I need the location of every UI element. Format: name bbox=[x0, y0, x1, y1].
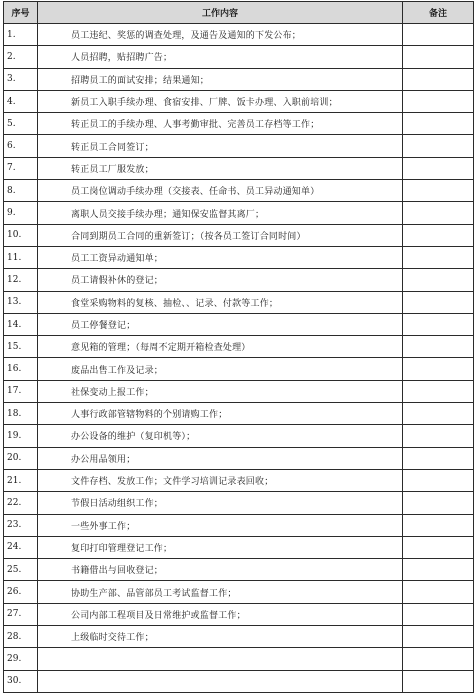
row-note bbox=[403, 135, 474, 157]
row-number: 5. bbox=[4, 113, 38, 135]
row-content: 人事行政部管辖物料的个别请购工作； bbox=[38, 403, 403, 425]
row-content: 废品出售工作及记录； bbox=[38, 358, 403, 380]
table-row bbox=[4, 291, 474, 313]
row-number: 10. bbox=[4, 224, 38, 246]
row-content: 上级临时交待工作； bbox=[38, 626, 403, 648]
row-note bbox=[403, 358, 474, 380]
table-header-row bbox=[4, 2, 474, 24]
row-number: 27. bbox=[4, 603, 38, 625]
row-note bbox=[403, 24, 474, 46]
table-row bbox=[4, 425, 474, 447]
table-row bbox=[4, 358, 474, 380]
header-number: 序号 bbox=[4, 2, 38, 24]
row-number: 13. bbox=[4, 291, 38, 313]
row-content: 员工违纪、奖惩的调查处理，及通告及通知的下发公布； bbox=[38, 24, 403, 46]
table-body bbox=[4, 24, 474, 693]
table-row bbox=[4, 180, 474, 202]
row-number: 28. bbox=[4, 626, 38, 648]
table-row bbox=[4, 157, 474, 179]
row-content: 人员招聘，贴招聘广告； bbox=[38, 46, 403, 68]
row-note bbox=[403, 581, 474, 603]
row-number: 18. bbox=[4, 403, 38, 425]
row-number: 4. bbox=[4, 90, 38, 112]
table-row bbox=[4, 380, 474, 402]
row-note bbox=[403, 269, 474, 291]
row-number: 19. bbox=[4, 425, 38, 447]
row-number: 15. bbox=[4, 336, 38, 358]
row-content: 社保变动上报工作； bbox=[38, 380, 403, 402]
table-row bbox=[4, 24, 474, 46]
row-number: 23. bbox=[4, 514, 38, 536]
table-row bbox=[4, 670, 474, 692]
header-content: 工作内容 bbox=[38, 2, 403, 24]
row-number: 30. bbox=[4, 670, 38, 692]
row-number: 3. bbox=[4, 68, 38, 90]
row-note bbox=[403, 113, 474, 135]
row-number: 9. bbox=[4, 202, 38, 224]
row-content: 招聘员工的面试安排；结果通知； bbox=[38, 68, 403, 90]
row-number: 1. bbox=[4, 24, 38, 46]
row-content: 书籍借出与回收登记； bbox=[38, 559, 403, 581]
table-row bbox=[4, 269, 474, 291]
row-content: 食堂采购物料的复核、抽检、、记录、付款等工作； bbox=[38, 291, 403, 313]
table-row bbox=[4, 313, 474, 335]
table-row bbox=[4, 46, 474, 68]
table-row bbox=[4, 603, 474, 625]
row-note bbox=[403, 46, 474, 68]
row-number: 22. bbox=[4, 492, 38, 514]
row-number: 7. bbox=[4, 157, 38, 179]
row-content: 员工工资异动通知单； bbox=[38, 246, 403, 268]
row-note bbox=[403, 514, 474, 536]
duty-table bbox=[3, 1, 474, 693]
table-row bbox=[4, 135, 474, 157]
row-content: 办公设备的维护（复印机等）； bbox=[38, 425, 403, 447]
row-number: 11. bbox=[4, 246, 38, 268]
row-number: 25. bbox=[4, 559, 38, 581]
row-number: 26. bbox=[4, 581, 38, 603]
row-number: 16. bbox=[4, 358, 38, 380]
row-content: 员工岗位调动手续办理（交接表、任命书、员工异动通知单） bbox=[38, 180, 403, 202]
row-note bbox=[403, 425, 474, 447]
table-row bbox=[4, 447, 474, 469]
row-note bbox=[403, 536, 474, 558]
row-note bbox=[403, 670, 474, 692]
row-content: 文件存档、发放工作；文件学习培训记录表回收； bbox=[38, 469, 403, 491]
row-content: 合同到期员工合同的重新签订；（按各员工签订合同时间） bbox=[38, 224, 403, 246]
row-note bbox=[403, 336, 474, 358]
row-content: 办公用品领用； bbox=[38, 447, 403, 469]
row-content: 协助生产部、品管部员工考试监督工作； bbox=[38, 581, 403, 603]
table-row bbox=[4, 559, 474, 581]
row-content: 转正员工厂服发放； bbox=[38, 157, 403, 179]
row-content: 转正员工的手续办理、人事考勤审批、完善员工存档等工作； bbox=[38, 113, 403, 135]
row-note bbox=[403, 246, 474, 268]
row-note bbox=[403, 648, 474, 670]
row-content: 节假日活动组织工作； bbox=[38, 492, 403, 514]
row-note bbox=[403, 157, 474, 179]
row-number: 24. bbox=[4, 536, 38, 558]
row-note bbox=[403, 603, 474, 625]
row-note bbox=[403, 403, 474, 425]
row-number: 14. bbox=[4, 313, 38, 335]
header-note: 备注 bbox=[403, 2, 474, 24]
table-row bbox=[4, 403, 474, 425]
row-note bbox=[403, 68, 474, 90]
row-note bbox=[403, 313, 474, 335]
row-content: 员工请假补休的登记； bbox=[38, 269, 403, 291]
row-number: 2. bbox=[4, 46, 38, 68]
table-row bbox=[4, 113, 474, 135]
row-number: 17. bbox=[4, 380, 38, 402]
table-row bbox=[4, 536, 474, 558]
row-number: 21. bbox=[4, 469, 38, 491]
row-note bbox=[403, 291, 474, 313]
row-content: 新员工入职手续办理、食宿安排、厂牌、饭卡办理、入职前培训； bbox=[38, 90, 403, 112]
table-row bbox=[4, 581, 474, 603]
row-note bbox=[403, 492, 474, 514]
row-note bbox=[403, 180, 474, 202]
row-content bbox=[38, 670, 403, 692]
row-content bbox=[38, 648, 403, 670]
table-row bbox=[4, 514, 474, 536]
row-note bbox=[403, 380, 474, 402]
row-content: 一些外事工作； bbox=[38, 514, 403, 536]
row-note bbox=[403, 447, 474, 469]
row-number: 6. bbox=[4, 135, 38, 157]
table-row bbox=[4, 492, 474, 514]
table-row bbox=[4, 626, 474, 648]
row-number: 12. bbox=[4, 269, 38, 291]
row-note bbox=[403, 559, 474, 581]
row-content: 公司内部工程项目及日常维护或监督工作； bbox=[38, 603, 403, 625]
table-row bbox=[4, 90, 474, 112]
row-content: 离职人员交接手续办理；通知保安监督其离厂； bbox=[38, 202, 403, 224]
row-content: 复印打印管理登记工作； bbox=[38, 536, 403, 558]
table-row bbox=[4, 469, 474, 491]
row-note bbox=[403, 224, 474, 246]
table-row bbox=[4, 224, 474, 246]
table-row bbox=[4, 648, 474, 670]
row-note bbox=[403, 469, 474, 491]
row-note bbox=[403, 90, 474, 112]
table-row bbox=[4, 246, 474, 268]
row-content: 员工停餐登记； bbox=[38, 313, 403, 335]
table-row bbox=[4, 202, 474, 224]
row-content: 意见箱的管理；（每周不定期开箱检查处理） bbox=[38, 336, 403, 358]
row-number: 8. bbox=[4, 180, 38, 202]
row-note bbox=[403, 626, 474, 648]
row-number: 29. bbox=[4, 648, 38, 670]
row-note bbox=[403, 202, 474, 224]
row-number: 20. bbox=[4, 447, 38, 469]
table-row bbox=[4, 336, 474, 358]
row-content: 转正员工合同签订； bbox=[38, 135, 403, 157]
table-row bbox=[4, 68, 474, 90]
